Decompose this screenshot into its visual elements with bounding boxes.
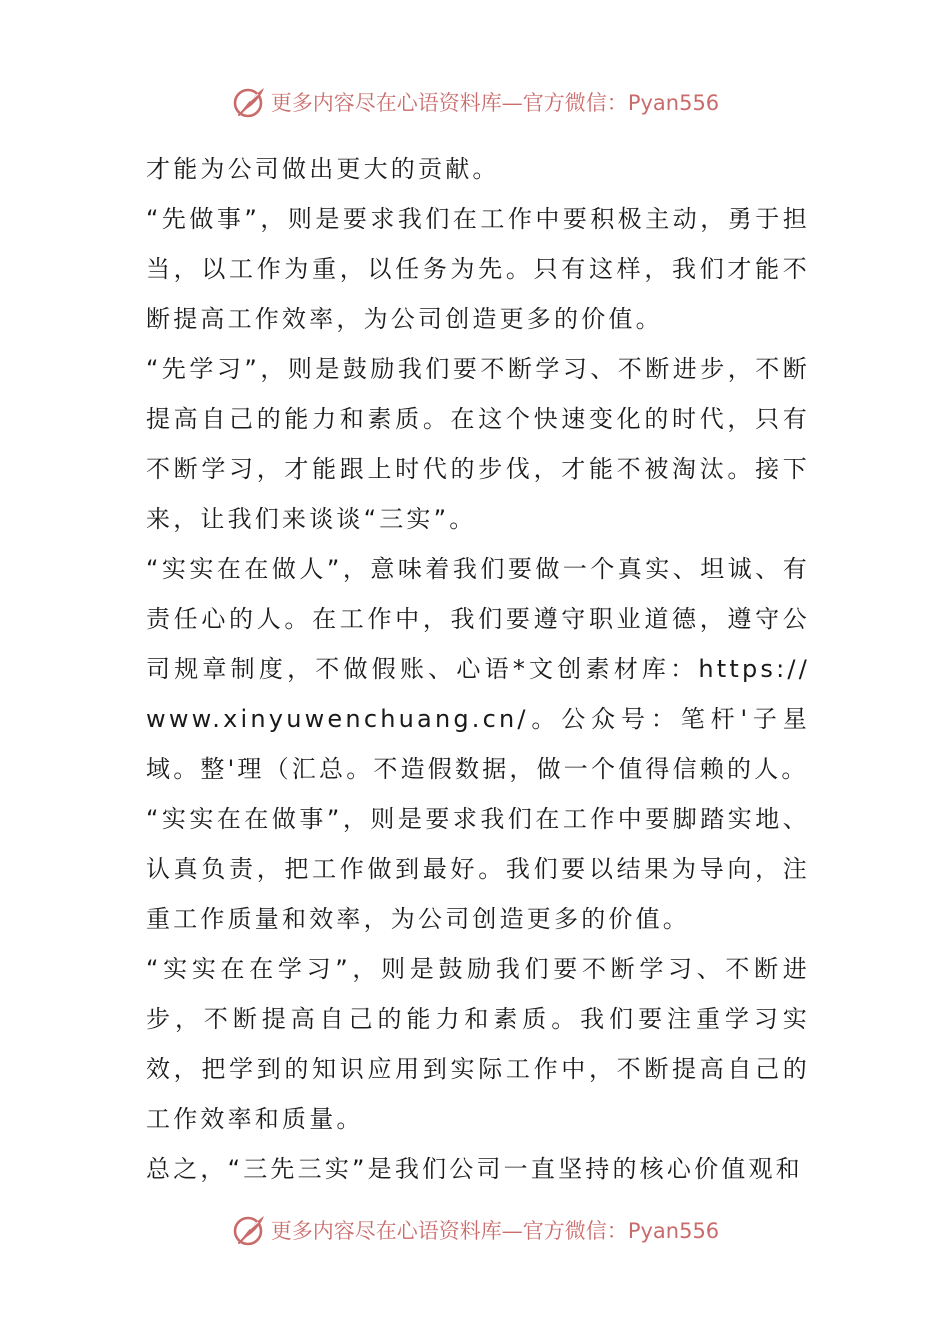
header-banner [0, 80, 950, 124]
paragraph-7: 总之，“三先三实”是我们公司一直坚持的核心价值观和 [146, 1155, 803, 1183]
paragraph-5: “实实在在做事”，则是要求我们在工作中要脚踏实地、认真负责，把工作做到最好。我们要以结果为导向，注重工作质量和效率，为公司创造更多的价值。 [146, 805, 810, 933]
footer-banner-wechat-id: Pyan556 [627, 1219, 720, 1243]
feather-pen-logo-icon [231, 84, 267, 120]
footer-banner [0, 1208, 950, 1252]
footer-banner-cn: 更多内容尽在心语资料库—官方微信： [270, 1219, 628, 1243]
document-body [146, 144, 810, 1194]
header-banner-wechat-id: Pyan556 [627, 91, 720, 115]
footer-banner-text [271, 1215, 719, 1245]
feather-pen-logo-icon [231, 1212, 267, 1248]
paragraph-1: 才能为公司做出更大的贡献。 [146, 155, 500, 183]
header-banner-text [271, 87, 719, 117]
paragraph-4: “实实在在做人”，意味着我们要做一个真实、坦诚、有责任心的人。在工作中，我们要遵守职业道德，遵守公司规章制度，不做假账、心语*文创素材库：https://www.xinyuwenchuang.cn/。公众号：笔杆'子星域。整'理（汇总。不造假数据，做一个值得信赖的人。 [146, 555, 810, 783]
paragraph-3: “先学习”，则是鼓励我们要不断学习、不断进步，不断提高自己的能力和素质。在这个快速变化的时代，只有不断学习，才能跟上时代的步伐，才能不被淘汰。接下来，让我们来谈谈“三实”。 [146, 355, 810, 533]
header-banner-cn: 更多内容尽在心语资料库—官方微信： [270, 91, 628, 115]
paragraph-6: “实实在在学习”，则是鼓励我们要不断学习、不断进步，不断提高自己的能力和素质。我们要注重学习实效，把学到的知识应用到实际工作中，不断提高自己的工作效率和质量。 [146, 955, 810, 1133]
paragraph-2: “先做事”，则是要求我们在工作中要积极主动，勇于担当，以工作为重，以任务为先。只有这样，我们才能不断提高工作效率，为公司创造更多的价值。 [146, 205, 810, 333]
